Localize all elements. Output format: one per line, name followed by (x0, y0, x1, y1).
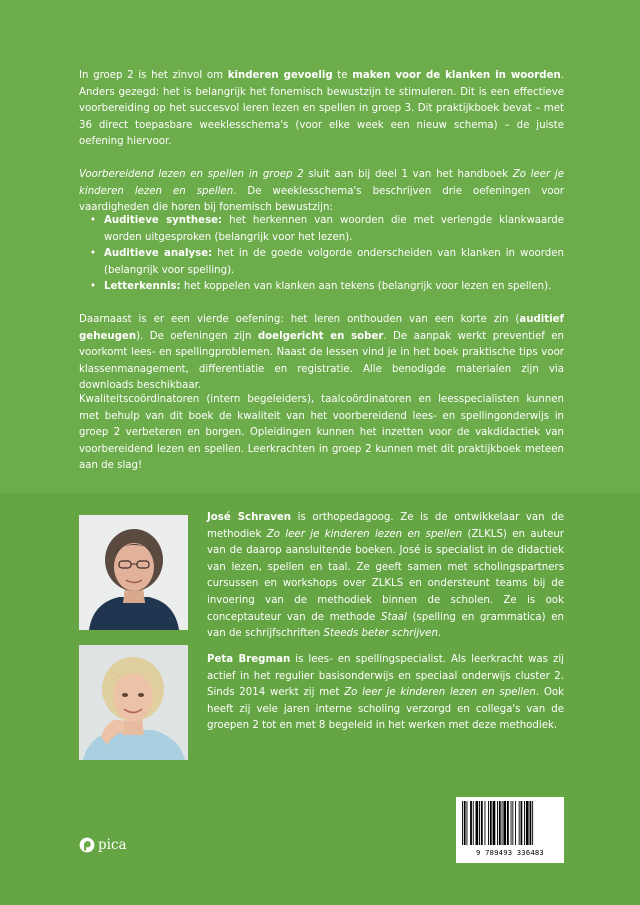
handbook-paragraph: Voorbereidend lezen en spellen in groep 2 sluit aan bij deel 1 van het handboek Zo leer je kinderen lezen en spellen. De weeklesschema's beschrijven drie oefeningen voor vaardigheden die horen bij fonemisch bewustzijn: (79, 169, 564, 214)
author-photo-jose (79, 515, 188, 630)
publisher-name: pica (98, 837, 127, 853)
publisher-logo (79, 835, 127, 855)
intro-paragraph: In groep 2 is het zinvol om kinderen gevoelig te maken voor de klanken in woorden. Anders gezegd: het is belangrijk het fonemisch bewustzijn te stimuleren. Dit is een effectieve voorbereiding op het succesvol leren lezen en spellen in groep 3. Dit praktijkboek bevat – met 36 direct toepasbare weeklesschema's (voor elke week een nieuw schema) – de juiste oefening hiervoor. (79, 70, 564, 148)
isbn-number: 9 789493 336483 (476, 848, 544, 857)
list-item: • Auditieve analyse: het in de goede volgorde onderscheiden van klanken in woorden (belangrijk voor spelling). (90, 246, 564, 279)
list-item: • Letterkennis: het koppelen van klanken aan tekens (belangrijk voor lezen en spellen). (90, 279, 564, 296)
barcode-bars (460, 801, 560, 847)
audience-paragraph: Kwaliteitscoördinatoren (intern begeleiders), taalcoördinatoren en leesspecialisten kunnen met behulp van dit boek de kwaliteit van het voorbereidend lees- en spellingonderwijs in groep 2 verbeteren en borgen. Opleidingen kunnen het inzetten voor de vakdidactiek van voorbereidend lezen en spellen. Leerkrachten in groep 2 kunnen met dit praktijkboek meteen aan de slag! (79, 394, 564, 472)
author-photo-peta (79, 645, 188, 760)
author-bio-jose: José Schraven is orthopedagoog. Ze is de ontwikkelaar van de methodiek Zo leer je kinderen lezen en spellen (ZLKLS) en auteur van de daarop aansluitende boeken. José is specialist in de didactiek van lezen, spellen en taal. Ze geeft samen met scholingspartners cursussen en workshops over ZLKLS en ondersteunt teams bij de invoering van de methodiek binnen de scholen. Ze is ook conceptauteur van de methode Staal (spelling en grammatica) en van de schrijfschriften Steeds beter schrijven. (207, 512, 564, 640)
pica-logo-icon (79, 837, 95, 853)
isbn-barcode (456, 797, 564, 863)
fourth-exercise-paragraph: Daarnaast is er een vierde oefening: het leren onthouden van een korte zin (auditief geheugen). De oefeningen zijn doelgericht en sober. De aanpak werkt preventief en voorkomt lees- en spellingproblemen. Naast de lessen vind je in het boek praktische tips voor klassenmanagement, differentiatie en registratie. Alle benodigde materialen zijn via downloads beschikbaar. (79, 314, 564, 392)
list-item: • Auditieve synthese: het herkennen van woorden die met verlengde klankwaarde worden uitgesproken (belangrijk voor het lezen). (90, 213, 564, 246)
author-bio-peta: Peta Bregman is lees- en spellingspecialist. Als leerkracht was zij actief in het regulier basisonderwijs en speciaal onderwijs cluster 2. Sinds 2014 werkt zij met Zo leer je kinderen lezen en spellen. Ook heeft zij vele jaren interne scholing verzorgd en collega's van de groepen 2 tot en met 8 begeleid in het werken met deze methodiek. (207, 654, 564, 732)
exercise-list (90, 213, 564, 296)
